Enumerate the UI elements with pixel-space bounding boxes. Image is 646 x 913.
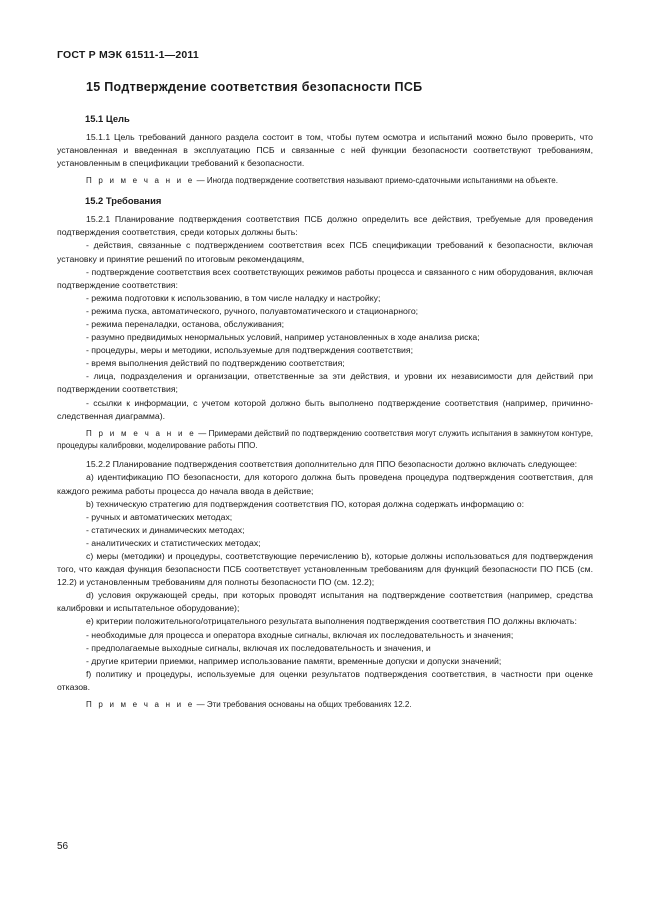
list-item: - ссылки к информации, с учетом которой должно быть выполнено подтверждение соответствия (например, причинно-следственная диаграмма).	[57, 397, 593, 421]
item-a: a) идентификацию ПО безопасности, для которого должна быть проведена процедура подтверждения соответствия, для каждого режима работы процесса до начала ввода в действие;	[57, 472, 593, 496]
list-item: - подтверждение соответствия всех соответствующих режимов работы процесса и связанного с ним оборудования, включая подтверждение соответствия:	[57, 266, 593, 290]
list-item: - время выполнения действий по подтверждению соответствия;	[86, 358, 345, 369]
item-b: b) техническую стратегию для подтверждения соответствия ПО, которая должна содержать информацию о:	[86, 498, 524, 509]
list-item: - режима переналадки, останова, обслуживания;	[86, 319, 285, 330]
note-label: П р и м е ч а н и е	[86, 700, 195, 710]
note-text: — Примерами действий по подтверждению соответствия могут служить испытания в замкнутом контуре, процедуры калибровки, моделирование работы ППО.	[57, 428, 593, 450]
note-3	[57, 699, 593, 711]
list-item: - лица, подразделения и организации, ответственные за эти действия, и уровни их независимости для действий при подтверждении соответствия;	[57, 371, 593, 395]
list-item: - необходимые для процесса и оператора входные сигналы, включая их последовательность и значения;	[86, 629, 514, 640]
list-item: - предполагаемые выходные сигналы, включая их последовательность и значения, и	[86, 642, 431, 653]
list-item: - процедуры, меры и методики, используемые для подтверждения соответствия;	[86, 345, 414, 356]
item-d: d) условия окружающей среды, при которых проводят испытания на подтверждение соответствия (например, средства калибровки и испытательное оборудование);	[57, 590, 593, 614]
page-number: 56	[57, 841, 69, 852]
note-text: — Иногда подтверждение соответствия называют приемо-сдаточными испытаниями на объекте.	[194, 176, 558, 186]
item-c: c) меры (методики) и процедуры, соответствующие перечислению b), которые должны использоваться для подтверждения того, что каждая функция безопасности ПСБ соответствует установленным требованиям для функций безопасности ПО ПСБ (см. 12.2) и установленным требованиям для полноты безопасности ПО (см. 12.2);	[57, 551, 593, 588]
paragraph-15-1-1: 15.1.1 Цель требований данного раздела состоит в том, чтобы путем осмотра и испытаний можно было проверить, что установленная и введенная в эксплуатацию ПСБ и связанные с ней функции безопасности соответствуют требованиям, установленным в спецификации требований к безопасности.	[57, 132, 593, 169]
subsection-title-15-2: 15.2 Требования	[85, 195, 162, 207]
document-header: ГОСТ Р МЭК 61511-1—2011	[57, 49, 199, 61]
list-item: - разумно предвидимых ненормальных условий, например установленных в ходе анализа риска;	[86, 332, 480, 343]
list-item: - статических и динамических методах;	[86, 524, 245, 535]
list-item: - аналитических и статистических методах;	[86, 537, 261, 548]
item-f: f) политику и процедуры, используемые для оценки результатов подтверждения соответствия, в частности при оценке отказов.	[57, 668, 593, 692]
note-text: — Эти требования основаны на общих требованиях 12.2.	[194, 700, 412, 710]
item-e: e) критерии положительного/отрицательного результата выполнения подтверждения соответствия ПО должны включать:	[86, 616, 577, 627]
section-title: 15 Подтверждение соответствия безопасности ПСБ	[86, 80, 423, 94]
list-item: - действия, связанные с подтверждением соответствия всех ПСБ спецификации требований к безопасности, включая установку и принятие решений по итоговым рекомендациям,	[57, 240, 593, 264]
paragraph-15-2-1: 15.2.1 Планирование подтверждения соответствия ПСБ должно определить все действия, требуемые для проведения подтверждения соответствия, среди которых должны быть:	[57, 214, 593, 238]
note-1	[57, 175, 593, 187]
list-item: - режима пуска, автоматического, ручного, полуавтоматического и стационарного;	[86, 305, 419, 316]
note-label: П р и м е ч а н и е	[86, 428, 196, 438]
list-item: - другие критерии приемки, например использование памяти, временные допуски и допуски значений;	[86, 655, 502, 666]
list-item: - ручных и автоматических методах;	[86, 511, 233, 522]
note-2	[57, 428, 593, 452]
subsection-title-15-1: 15.1 Цель	[85, 113, 130, 124]
page-body	[57, 108, 593, 718]
list-item: - режима подготовки к использованию, в том числе наладку и настройку;	[86, 292, 381, 303]
note-label: П р и м е ч а н и е	[86, 176, 195, 186]
paragraph-15-2-2: 15.2.2 Планирование подтверждения соответствия дополнительно для ППО безопасности должно включать следующее:	[86, 459, 578, 470]
